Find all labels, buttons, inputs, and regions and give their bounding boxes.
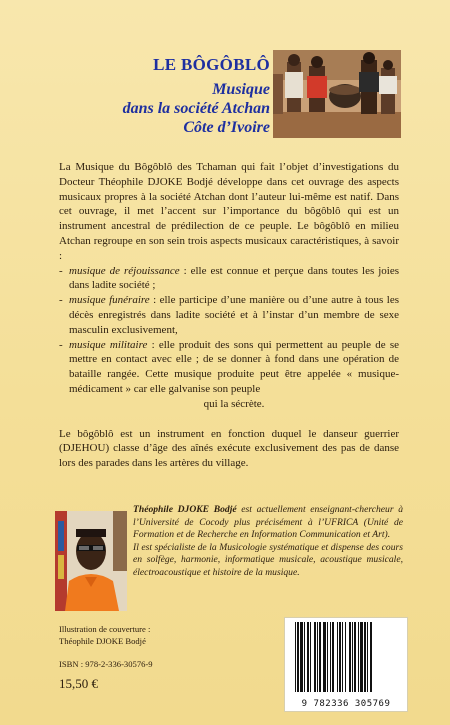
- barcode-bar: [354, 622, 356, 692]
- barcode-bar: [360, 622, 363, 692]
- author-bio: [133, 504, 403, 580]
- barcode-bar: [367, 622, 368, 692]
- aspect-text: : elle participe d’une manière ou d’une autre à tous les décès enregistrés dans ladite société et à l’instar d’un membre de sexe masculin exclusivement,: [69, 294, 399, 336]
- barcode-bar: [330, 622, 331, 692]
- barcode-number: 9 782336 305769: [301, 699, 391, 709]
- author-bio-paragraph-2: Il est spécialiste de la Musicologie systématique et dispense des cours en solfège, harmonie, informatique musicale, acoustique musicale, électroacoustique et histoire de la musique.: [133, 541, 403, 578]
- barcode-bar: [317, 622, 318, 692]
- barcode-bar: [314, 622, 316, 692]
- barcode-bar: [310, 622, 311, 692]
- barcode-bars: [291, 622, 401, 696]
- list-item: [59, 264, 399, 294]
- book-title: LE BÔGÔBLÔ: [153, 55, 270, 74]
- author-bio-1: est actuellement enseignant-chercheur à l’Université de Cocody plus précisément à l’UFRICA (Unité de Formation et de Recherche en Information Communication et Art).: [133, 504, 403, 541]
- barcode-bar: [364, 622, 366, 692]
- barcode-bar: [345, 622, 346, 692]
- aspect-term: musique funéraire: [69, 294, 150, 307]
- aspect-text-end: qui la sécrète.: [203, 397, 265, 410]
- author-photo: [55, 511, 127, 611]
- list-dash: -: [59, 338, 63, 351]
- barcode-bar: [370, 622, 372, 692]
- aspect-term: musique militaire: [69, 338, 148, 351]
- second-paragraph: Le bôgôblô est un instrument en fonction duquel le danseur guerrier (DJEHOU) classe d’âge des aînés exécute exclusivement des pas de danse lors des parades dans les artères du village.: [59, 427, 399, 470]
- subtitle-line-1: Musique: [212, 81, 270, 98]
- barcode-bar: [327, 622, 328, 692]
- drummers-photo: [273, 50, 401, 138]
- barcode: [284, 617, 408, 712]
- author-bio-paragraph-1: [133, 504, 403, 542]
- author-name: Théophile DJOKE Bodjé: [133, 504, 237, 515]
- subtitle-line-2: dans la société Atchan: [122, 100, 270, 117]
- barcode-bar: [352, 622, 353, 692]
- barcode-bar: [349, 622, 351, 692]
- subtitle-line-3: Côte d’Ivoire: [183, 119, 270, 136]
- intro-paragraph: La Musique du Bôgôblô des Tchaman qui fait l’objet d’investigations du Docteur Théophile DJOKE Bodjé développe dans cet ouvrage des aspects musicaux propres à la société Atchan dont l’auteur lui-même est natif. Dans cet ouvrage, il met l’accent sur l’importance du bôgôblô qui est un instrument ancestral de prédilection de ce peuple. Le bôgôblô en milieu Atchan regroupe en son sein trois aspects musicaux caractéristiques, à savoir :: [59, 161, 399, 262]
- barcode-bar: [295, 622, 296, 692]
- list-item: [59, 293, 399, 337]
- list-item: [59, 338, 399, 412]
- barcode-bar: [307, 622, 309, 692]
- isbn: ISBN : 978-2-336-30576-9: [59, 659, 153, 669]
- barcode-bar: [337, 622, 338, 692]
- list-dash: -: [59, 264, 63, 277]
- barcode-bar: [332, 622, 334, 692]
- aspects-list: [59, 264, 399, 412]
- barcode-bar: [304, 622, 305, 692]
- credit-label: Illustration de couverture :: [59, 624, 151, 634]
- barcode-bar: [297, 622, 299, 692]
- barcode-bar: [300, 622, 303, 692]
- barcode-bar: [319, 622, 321, 692]
- title-block: [92, 54, 270, 137]
- credit-name: Théophile DJOKE Bodjé: [59, 635, 146, 646]
- barcode-bar: [342, 622, 343, 692]
- back-cover-blurb: [59, 160, 399, 471]
- aspect-text: : elle produit des sons qui permettent au peuple de se mettre en contact avec elle ; de se donner à fond dans une opération de bataille rangée. Cette musique produite peut être appelée « musique-médicament » car elle galvanise son peuple: [69, 338, 399, 395]
- aspect-term: musique de réjouissance: [69, 264, 180, 277]
- barcode-bar: [323, 622, 326, 692]
- list-dash: -: [59, 294, 63, 307]
- price: 15,50 €: [59, 676, 98, 691]
- aspect-text: : elle est connue et perçue dans toutes les joies dans ladite société ;: [69, 264, 399, 292]
- barcode-bar: [358, 622, 359, 692]
- cover-illustration-credit: [59, 624, 259, 647]
- barcode-bar: [339, 622, 341, 692]
